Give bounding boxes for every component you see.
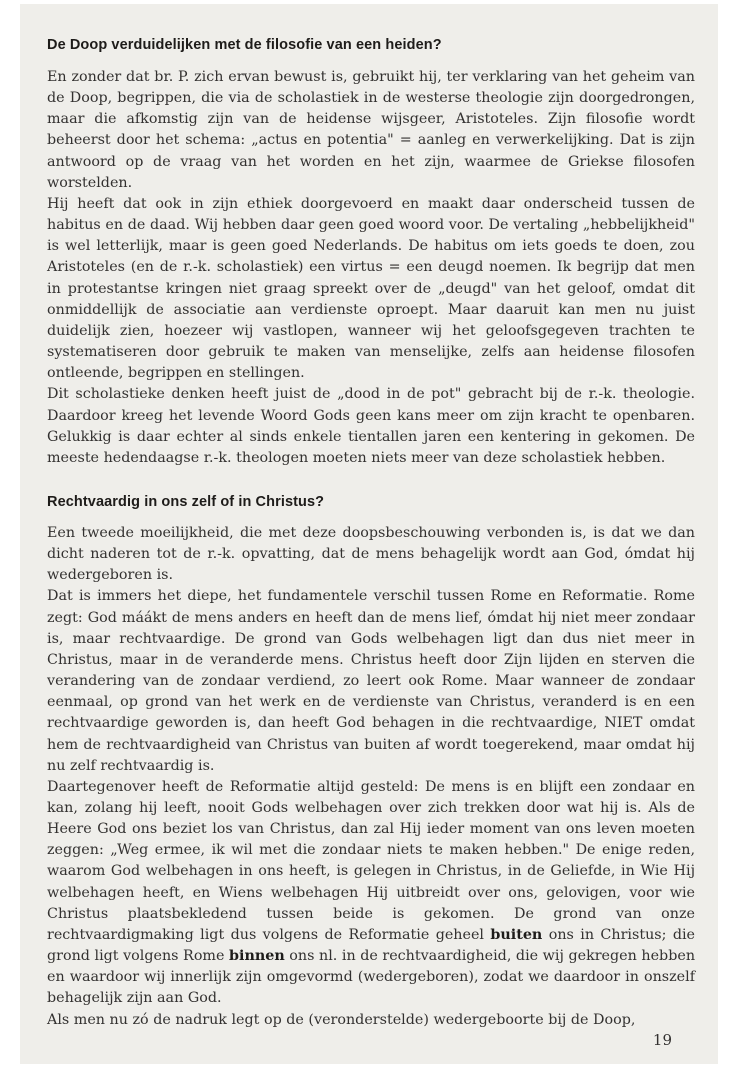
paragraph: Dat is immers het diepe, het fundamentele verschil tussen Rome en Reformatie. Rome zegt: God máákt de mens anders en heeft dan de mens lief, ómdat hij niet meer zondaar is, maar rechtvaardige. De grond van Gods welbehagen ligt dan dus niet meer in Christus, maar in de veranderde mens. Christus heeft door Zijn lijden en sterven die verandering van de zondaar verdiend, zo leert ook Rome. Maar wanneer de zondaar eenmaal, op grond van het werk en de verdienste van Christus, veranderd is en een rechtvaardige geworden is, dan heeft God behagen in die rechtvaardige, NIET omdat hem de rechtvaardigheid van Christus van buiten af wordt toegerekend, maar omdat hij nu zelf rechtvaardig is.: [47, 588, 695, 774]
paragraph: Als men nu zó de nadruk legt op de (veronderstelde) wedergeboorte bij de Doop,: [47, 1011, 636, 1028]
paragraph: Hij heeft dat ook in zijn ethiek doorgevoerd en maakt daar onderscheid tussen de habitus en de daad. Wij hebben daar geen goed woord voor. De vertaling „hebbelijkheid" is wel letterlijk, maar is geen goed Nederlands. De habitus om iets goeds te doen, zou Aristoteles (en de r.-k. scholastiek) een virtus = een deugd noemen. Ik begrijp dat men in protestantse kringen niet graag spreekt over de „deugd" van het geloof, omdat dit onmiddellijk de associatie aan verdienste oproept. Maar daaruit kan men nu juist duidelijk zien, hoezeer wij vastlopen, wanneer wij het geloofsgegeven trachten te systematiseren door gebruik te maken van menselijke, zelfs aan heidense filosofen ontleende, begrippen en stellingen.: [47, 195, 695, 382]
paragraph-text: Daartegenover heeft de Reformatie altijd gesteld: De mens is en blijft een zondaar en kan, zolang hij leeft, nooit Gods welbehagen over zich trekken door wat hij is. Als de Heere God ons beziet los van Christus, dan zal Hij ieder moment van ons leven moeten zeggen: „Weg ermee, ik wil met die zondaar niets te maken hebben." De enige reden, waarom God welbehagen in ons heeft, is gelegen in Christus, in de Geliefde, in Wie Hij welbehagen heeft, en Wiens welbehagen Hij uitbreidt over ons, gelovigen, voor wie Christus plaatsbekledend tussen beide is gekomen. De grond van onze rechtvaardigmaking ligt dus volgens de Reformatie geheel: [47, 778, 695, 943]
emphasis-binnen: binnen: [229, 948, 285, 965]
paragraph-text: ons in Christus; die grond ligt volgens Rome: [47, 926, 696, 965]
paragraph: Een tweede moeilijkheid, die met deze doopsbeschouwing verbonden is, is dat we dan dicht naderen tot de r.-k. opvatting, dat de mens behagelijk wordt aan God, ómdat hij wedergeboren is.: [47, 524, 695, 584]
paragraph: [47, 777, 695, 1010]
section-heading-baptism-philosophy: De Doop verduidelijken met de filosofie van een heiden?: [47, 37, 442, 53]
emphasis-buiten: buiten: [490, 926, 543, 943]
book-page: [20, 4, 718, 1064]
paragraph: Dit scholastieke denken heeft juist de „dood in de pot" gebracht bij de r.-k. theologie. Daardoor kreeg het levende Woord Gods geen kans meer om zijn kracht te openbaren. Gelukkig is daar echter al sinds enkele tientallen jaren een kentering in gekomen. De meeste hedendaagse r.-k. theologen moeten niets meer van deze scholastiek hebben.: [47, 386, 695, 466]
page-content: [47, 37, 695, 1031]
section-heading-righteous: Rechtvaardig in ons zelf of in Christus?: [47, 493, 325, 510]
page-number: 19: [652, 1031, 672, 1049]
paragraph-text: ons nl. in de rechtvaardigheid, die wij gekregen hebben en waardoor wij innerlijk zijn omgevormd (wedergeboren), zodat we daardoor in onszelf behagelijk zijn aan God.: [47, 948, 696, 1007]
paragraph: En zonder dat br. P. zich ervan bewust is, gebruikt hij, ter verklaring van het geheim van de Doop, begrippen, die via de scholastiek in de westerse theologie zijn doorgedrongen, maar die afkomstig zijn van de heidense wijsgeer, Aristoteles. Zijn filosofie wordt beheerst door het schema: „actus en potentia" = aanleg en verwerkelijking. Dat is zijn antwoord op de vraag van het worden en het zijn, waarmee de Griekse filosofen worstelden.: [47, 69, 695, 191]
